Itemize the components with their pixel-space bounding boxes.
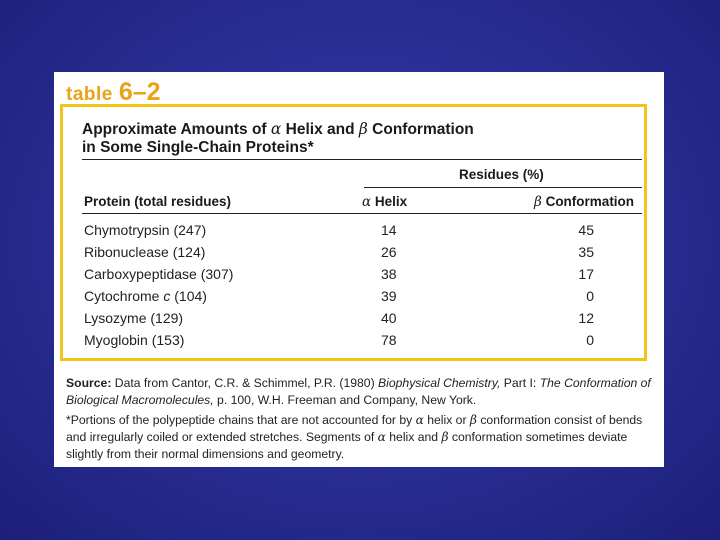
footnote-text: *Portions of the polypeptide chains that are not accounted for by	[66, 413, 416, 427]
footnote-text: conformation sometimes deviate slightly from their normal dimensions and geometry.	[66, 430, 628, 461]
source-label: Source:	[66, 376, 112, 390]
helix-cell: 39	[381, 288, 397, 304]
title-text: Helix and	[281, 121, 359, 138]
table-row	[54, 332, 664, 354]
conformation-cell: 12	[578, 310, 594, 326]
residues-group-header: Residues (%)	[459, 167, 544, 182]
table-row	[54, 244, 664, 266]
title-line-2: in Some Single-Chain Proteins*	[82, 139, 314, 156]
conformation-cell: 17	[578, 266, 594, 282]
table-row	[54, 288, 664, 310]
helix-cell: 38	[381, 266, 397, 282]
helix-column-header	[362, 194, 407, 210]
protein-cell: Chymotrypsin (247)	[84, 222, 207, 238]
helix-cell: 40	[381, 310, 397, 326]
source-part-title: The Conformation of Biological Macromolecules,	[66, 376, 651, 407]
source-text: Part I:	[500, 376, 540, 390]
helix-label: Helix	[371, 194, 408, 209]
conformation-label: Conformation	[541, 194, 635, 209]
conformation-cell: 0	[586, 288, 594, 304]
alpha-symbol: α	[415, 413, 424, 427]
rule-header	[82, 213, 642, 214]
helix-cell: 26	[381, 244, 397, 260]
source-book-title: Biophysical Chemistry,	[378, 376, 501, 390]
conformation-column-header	[534, 194, 634, 210]
rule-group	[364, 187, 642, 188]
source-text: Data from Cantor, C.R. & Schimmel, P.R. (1980)	[111, 376, 379, 390]
conformation-cell: 35	[578, 244, 594, 260]
footnote-text: conformation consist of bends and irregularly coiled or extended stretches. Segments of	[66, 413, 643, 444]
table-row	[54, 310, 664, 332]
protein-cell	[84, 288, 207, 304]
protein-residues: (104)	[170, 288, 207, 304]
table-row	[54, 222, 664, 244]
source-note	[66, 375, 656, 409]
footnote	[66, 412, 656, 463]
protein-cell: Ribonuclease (124)	[84, 244, 206, 260]
table-word: table	[66, 84, 113, 105]
rule-top	[82, 159, 642, 160]
helix-cell: 14	[381, 222, 397, 238]
helix-cell: 78	[381, 332, 397, 348]
protein-name: Cytochrome	[84, 288, 164, 304]
table-number: 6–2	[118, 78, 161, 106]
alpha-symbol: α	[270, 120, 282, 138]
table-title	[82, 120, 622, 157]
table-number-label	[66, 78, 161, 107]
title-text: Approximate Amounts of	[82, 121, 271, 138]
footnote-text: helix and	[385, 430, 442, 444]
table-row	[54, 266, 664, 288]
conformation-cell: 45	[578, 222, 594, 238]
table-notes	[66, 375, 656, 463]
table-card	[54, 72, 664, 467]
beta-symbol: β	[358, 120, 368, 138]
alpha-symbol: α	[362, 194, 372, 210]
beta-symbol: β	[534, 194, 542, 210]
protein-cell: Myoglobin (153)	[84, 332, 185, 348]
title-text: Conformation	[367, 121, 474, 138]
protein-cell: Carboxypeptidase (307)	[84, 266, 234, 282]
beta-symbol: β	[469, 413, 477, 427]
source-text: p. 100, W.H. Freeman and Company, New York.	[213, 393, 477, 407]
footnote-text: helix or	[423, 413, 470, 427]
alpha-symbol: α	[377, 430, 386, 444]
protein-column-header: Protein (total residues)	[84, 194, 232, 209]
protein-cell: Lysozyme (129)	[84, 310, 184, 326]
conformation-cell: 0	[586, 332, 594, 348]
beta-symbol: β	[441, 430, 449, 444]
protein-name-italic: c	[163, 288, 171, 304]
